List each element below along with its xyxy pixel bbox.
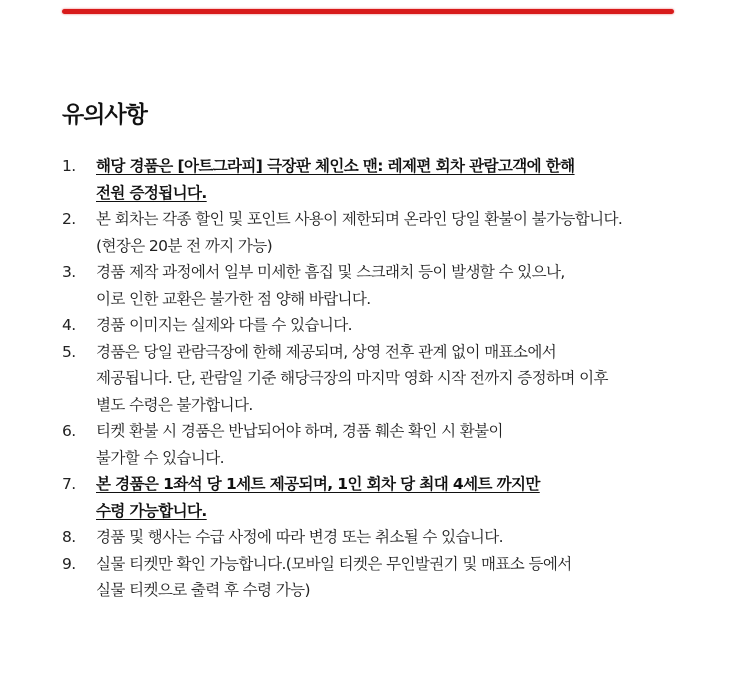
notice-number: 9. bbox=[62, 554, 76, 573]
notice-number: 2. bbox=[62, 210, 76, 228]
notice-item-7 bbox=[62, 471, 682, 524]
notice-number: 3. bbox=[62, 263, 76, 281]
notice-item-9 bbox=[62, 551, 682, 604]
notice-number: 1. bbox=[62, 157, 76, 175]
section-title: 유의사항 bbox=[62, 102, 147, 128]
notice-item-4 bbox=[62, 312, 682, 339]
notice-number: 6. bbox=[62, 422, 76, 440]
notice-item-2 bbox=[62, 206, 682, 259]
notice-text: 해당 경품은 [아트그라피] 극장판 체인소 맨: 레제편 회차 관람고객에 한해 전원 증정됩니다. bbox=[96, 157, 575, 202]
notice-text: 본 경품은 1좌석 당 1세트 제공되며, 1인 회차 당 최대 4세트 까지만 수령 가능합니다. bbox=[96, 475, 540, 520]
notice-text: 경품 제작 과정에서 일부 미세한 흠집 및 스크래치 등이 발생할 수 있으나, 이로 인한 교환은 불가한 점 양해 바랍니다. bbox=[96, 263, 565, 308]
notice-number: 7. bbox=[62, 475, 76, 493]
notice-list bbox=[62, 153, 682, 604]
notice-item-5 bbox=[62, 339, 682, 419]
notice-item-8 bbox=[62, 524, 682, 551]
notice-item-3 bbox=[62, 259, 682, 312]
notice-number: 8. bbox=[62, 528, 76, 546]
notice-number: 5. bbox=[62, 342, 76, 361]
notice-text: 실물 티켓만 확인 가능합니다.(모바일 티켓은 무인발권기 및 매표소 등에서 실물 티켓으로 출력 후 수령 가능) bbox=[96, 554, 572, 599]
notice-text: 경품은 당일 관람극장에 한해 제공되며, 상영 전후 관계 없이 매표소에서 제공됩니다. 단, 관람일 기준 해당극장의 마지막 영화 시작 전까지 증정하며 이후 별도 수령은 불가합니다. bbox=[96, 342, 608, 414]
notice-item-6 bbox=[62, 418, 682, 471]
notice-text: 경품 이미지는 실제와 다를 수 있습니다. bbox=[96, 316, 352, 334]
notice-item-1 bbox=[62, 153, 682, 206]
notice-text: 본 회차는 각종 할인 및 포인트 사용이 제한되며 온라인 당일 환불이 불가능합니다. (현장은 20분 전 까지 가능) bbox=[96, 210, 623, 255]
top-divider bbox=[62, 9, 674, 14]
notice-text: 티켓 환불 시 경품은 반납되어야 하며, 경품 훼손 확인 시 환불이 불가할 수 있습니다. bbox=[96, 422, 503, 467]
notice-number: 4. bbox=[62, 316, 76, 334]
notice-text: 경품 및 행사는 수급 사정에 따라 변경 또는 취소될 수 있습니다. bbox=[96, 528, 503, 546]
